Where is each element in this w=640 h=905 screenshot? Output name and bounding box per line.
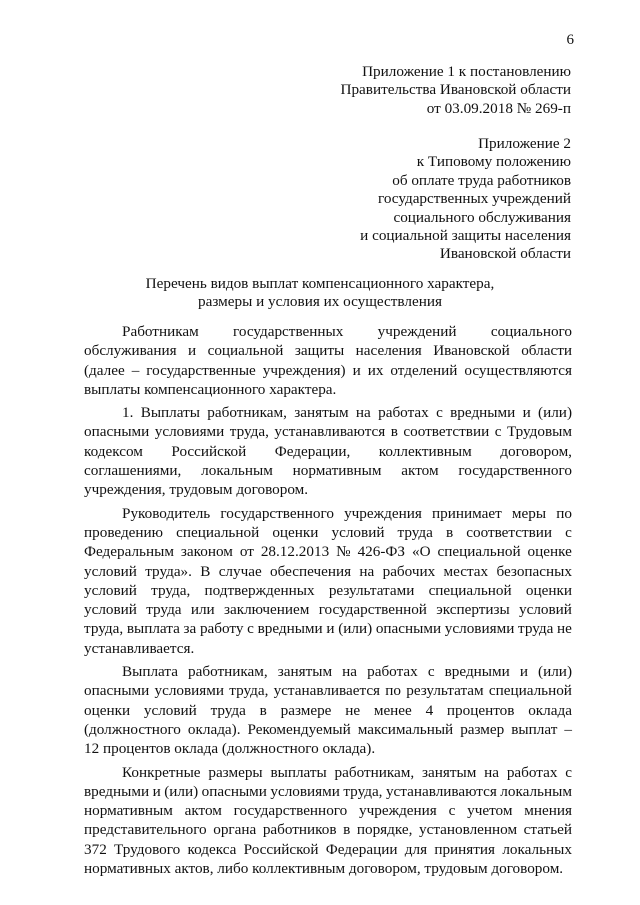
word: защиты	[294, 342, 345, 360]
appendix-2-line: Приложение 2	[478, 135, 571, 152]
word: учреждения	[359, 802, 437, 820]
word: на	[359, 562, 375, 580]
paragraph-line	[84, 639, 572, 658]
word: процентов	[446, 701, 515, 719]
word: №	[336, 543, 351, 561]
word: условиями	[444, 620, 515, 638]
word: занятым	[277, 663, 333, 681]
word: осуществляются	[464, 361, 572, 379]
body-paragraph	[84, 322, 572, 399]
word: труда».	[145, 562, 192, 580]
word: 426-ФЗ	[357, 543, 406, 561]
word: максимальный	[357, 720, 454, 738]
word: труда,	[151, 581, 191, 599]
word: социального	[490, 323, 572, 340]
word: договором,	[500, 442, 572, 460]
word: (или)	[538, 404, 572, 422]
heading-line: Перечень видов выплат компенсационного характера,	[145, 275, 495, 292]
word: работникам,	[188, 663, 268, 681]
word: учреждения	[344, 504, 422, 522]
word: занятым	[422, 763, 477, 781]
word: (или)	[338, 620, 373, 638]
word: актом	[401, 462, 439, 480]
paragraph-line	[84, 763, 572, 782]
word: и	[152, 782, 161, 800]
paragraph-line	[84, 720, 572, 739]
word: Трудовым	[506, 423, 572, 441]
word: Работникам	[122, 323, 199, 340]
appendix-2-line: Ивановской области	[439, 245, 571, 263]
word: Руководитель	[122, 504, 211, 522]
word: рабочих	[382, 562, 436, 580]
word: труда	[518, 620, 554, 638]
word: Ивановской	[433, 342, 510, 360]
word: отделений	[390, 361, 458, 379]
paragraph-line	[84, 380, 572, 399]
word: соглашениями,	[84, 462, 182, 480]
word: специальной	[488, 682, 572, 700]
word: в	[343, 821, 351, 839]
word: подтвержденных	[204, 581, 315, 599]
word: на	[342, 663, 358, 681]
word: обеспечения	[270, 562, 352, 580]
word: результатам	[406, 682, 484, 700]
paragraph-line	[84, 739, 572, 758]
word: труда	[146, 601, 182, 619]
word: 12 процентов оклада (должностного оклада).	[84, 740, 376, 758]
word: государственного	[220, 504, 334, 522]
word: Федерации	[325, 840, 398, 858]
word: за	[183, 620, 197, 638]
word: нормативных актов, либо коллективным договором, трудовым договором.	[84, 860, 564, 878]
word: не	[557, 620, 572, 638]
paragraph-line	[84, 422, 572, 441]
word: труда,	[229, 682, 269, 700]
word: вредными	[450, 404, 516, 422]
word: по	[385, 682, 401, 700]
word: устанавливаются	[274, 423, 386, 441]
body-paragraph	[84, 504, 572, 658]
word: выплаты	[270, 763, 327, 781]
word: результатами	[328, 581, 415, 599]
word: Выплаты	[140, 404, 200, 422]
word: 1.	[122, 404, 134, 422]
paragraph-line	[84, 782, 572, 801]
word: оценки	[525, 581, 572, 599]
word: (или)	[164, 782, 199, 800]
paragraph-line	[84, 341, 572, 360]
heading-line: размеры и условия их осуществления	[198, 293, 442, 311]
word: их	[367, 361, 384, 379]
word: вредными	[257, 620, 323, 638]
word: занятым	[294, 404, 349, 422]
word: безопасных	[496, 562, 572, 580]
word: случае	[218, 562, 262, 580]
word: работу	[199, 620, 244, 638]
word: и	[519, 663, 528, 681]
paragraph-line	[84, 600, 572, 619]
word: на	[355, 404, 371, 422]
appendix-2-line: об оплате труда работников	[392, 171, 571, 189]
appendix-2-reference	[360, 135, 571, 264]
word: выплаты компенсационного характера.	[84, 380, 337, 398]
word: статьей	[523, 821, 572, 839]
word: законом	[180, 543, 233, 561]
paragraph-line	[84, 403, 572, 422]
word: кодекса	[187, 840, 237, 858]
word: труда,	[343, 782, 383, 800]
word: оценки	[272, 523, 319, 541]
appendix-1-line: Приложение 1 к постановлению	[362, 63, 571, 80]
word: (далее	[84, 361, 125, 379]
word: локальных	[502, 840, 572, 858]
word: оценки	[84, 701, 131, 719]
word: принимает	[432, 504, 502, 522]
word: органа	[213, 821, 257, 839]
word: с	[436, 404, 443, 422]
word: учреждения, трудовым договором.	[84, 481, 309, 499]
word: опасными	[84, 423, 150, 441]
word: –	[131, 361, 140, 379]
word: государственные	[146, 361, 256, 379]
word: в	[390, 423, 398, 441]
word: учреждения)	[262, 361, 346, 379]
word: мнения	[524, 802, 572, 820]
word: нормативным	[84, 802, 173, 820]
word: порядке,	[356, 821, 413, 839]
word: для	[404, 840, 428, 858]
word: условий	[143, 701, 197, 719]
word: с	[247, 620, 254, 638]
word: проведению	[84, 523, 164, 541]
word: 372	[84, 840, 107, 858]
paragraph-line	[84, 581, 572, 600]
word: Выплата	[122, 663, 178, 681]
word: учреждений	[377, 323, 457, 340]
appendix-2-line: социального обслуживания	[393, 208, 571, 226]
word: условий	[519, 601, 572, 619]
word: работников	[262, 821, 337, 839]
word: устанавливается	[273, 682, 381, 700]
word: и	[326, 620, 335, 638]
word: оклада).	[187, 720, 241, 738]
word: с	[448, 802, 456, 820]
word: размер	[460, 720, 505, 738]
paragraph-line	[84, 859, 572, 878]
word: и	[188, 342, 197, 360]
word: Конкретные	[122, 763, 201, 781]
word: «О	[411, 543, 431, 561]
word: меры	[511, 504, 547, 522]
word: актом	[184, 802, 222, 820]
word: условий	[84, 581, 137, 599]
paragraph-line	[84, 562, 572, 581]
appendix-2-line: государственных учреждений	[377, 190, 571, 208]
word: опасными	[84, 682, 150, 700]
word: работах	[506, 763, 558, 781]
paragraph-line	[84, 619, 572, 638]
word: в	[445, 523, 454, 541]
word: размере	[280, 701, 332, 719]
body-paragraph	[84, 662, 572, 758]
page-number: 6	[566, 32, 574, 48]
word: Российской	[171, 442, 247, 460]
word: локальным	[201, 462, 273, 480]
paragraph-line	[84, 820, 572, 839]
word: труда,	[229, 423, 269, 441]
word: от	[239, 543, 254, 561]
word: принятия	[434, 840, 496, 858]
word: государственного	[458, 462, 572, 480]
word: специальной	[176, 523, 260, 541]
word: оценке	[527, 543, 572, 561]
word: местах	[443, 562, 489, 580]
paragraph-line	[84, 442, 572, 461]
word: вредными	[84, 782, 150, 800]
word: В	[200, 562, 211, 580]
paragraph-line	[84, 480, 572, 499]
word: нормативным	[292, 462, 382, 480]
appendix-1-line: от 03.09.2018 № 269-п	[426, 99, 571, 117]
word: обслуживания	[84, 342, 177, 360]
word: работникам,	[207, 404, 287, 422]
word: с	[565, 763, 572, 781]
paragraph-line	[84, 662, 572, 681]
word: заключением	[223, 601, 310, 619]
word: опасными	[201, 782, 267, 800]
word: и	[352, 361, 361, 379]
word: Рекомендуемый	[247, 720, 351, 738]
body-paragraph	[84, 403, 572, 499]
word: опасными	[375, 620, 442, 638]
word: работах	[378, 404, 429, 422]
paragraph-line	[84, 681, 572, 700]
word: (должностного	[84, 720, 181, 738]
word: оклада	[528, 701, 572, 719]
word: Федеральным	[84, 543, 174, 561]
word: представительного	[84, 821, 207, 839]
word: и	[522, 404, 531, 422]
word: работах	[367, 663, 418, 681]
word: условий	[331, 523, 385, 541]
word: устанавливаются	[385, 782, 497, 800]
word: 4	[425, 701, 434, 719]
word: условиями	[154, 682, 225, 700]
word: с	[494, 423, 502, 441]
word: выплат	[511, 720, 558, 738]
paragraph-line	[84, 322, 572, 341]
word: Трудового	[114, 840, 181, 858]
word: Федерации,	[274, 442, 351, 460]
word: экспертизы	[436, 601, 510, 619]
word: кодексом	[84, 442, 143, 460]
word: специальной	[428, 581, 512, 599]
word: соответствии	[403, 423, 490, 441]
word: по	[556, 504, 572, 522]
body-paragraph	[84, 763, 572, 879]
word: (или)	[538, 663, 572, 681]
word: труда,	[84, 620, 124, 638]
paragraph-line	[84, 504, 572, 523]
word: на	[484, 763, 499, 781]
word: локальным	[500, 782, 572, 800]
word: в	[259, 701, 267, 719]
appendix-2-line: и социальной защиты населения	[360, 227, 571, 245]
word: работникам,	[334, 763, 415, 781]
paragraph-line	[84, 801, 572, 820]
word: условий	[84, 562, 137, 580]
word: выплата	[126, 620, 180, 638]
appendix-1-reference	[341, 63, 572, 118]
paragraph-line	[84, 840, 572, 859]
word: вредными	[444, 663, 510, 681]
word: 28.12.2013	[260, 543, 330, 561]
word: социальной	[207, 342, 284, 360]
word: государственного	[233, 802, 348, 820]
word: труда	[397, 523, 433, 541]
word: условиями	[154, 423, 225, 441]
word: с	[565, 523, 572, 541]
word: коллективным	[378, 442, 472, 460]
document-body	[84, 322, 572, 882]
word: Российской	[243, 840, 319, 858]
word: –	[564, 720, 572, 738]
word: соответствии	[466, 523, 553, 541]
word: труда	[210, 701, 246, 719]
appendix-2-line: к Типовому положению	[416, 153, 571, 171]
word: установленном	[418, 821, 518, 839]
word: специальной	[437, 543, 521, 561]
word: государственных	[233, 323, 344, 340]
word: менее	[373, 701, 412, 719]
paragraph-line	[84, 523, 572, 542]
word: или	[190, 601, 215, 619]
word: государственной	[318, 601, 427, 619]
word: условий	[84, 601, 137, 619]
word: размеры	[208, 763, 263, 781]
word: устанавливается.	[84, 639, 195, 657]
word: области	[521, 342, 572, 360]
word: условиями	[270, 782, 340, 800]
word: учетом	[467, 802, 513, 820]
paragraph-line	[84, 461, 572, 480]
paragraph-line	[84, 361, 572, 380]
appendix-1-line: Правительства Ивановской области	[340, 81, 571, 99]
word: не	[345, 701, 361, 719]
word: населения	[355, 342, 422, 360]
document-heading	[0, 275, 640, 312]
word: с	[427, 663, 435, 681]
paragraph-line	[84, 701, 572, 720]
paragraph-line	[84, 542, 572, 561]
